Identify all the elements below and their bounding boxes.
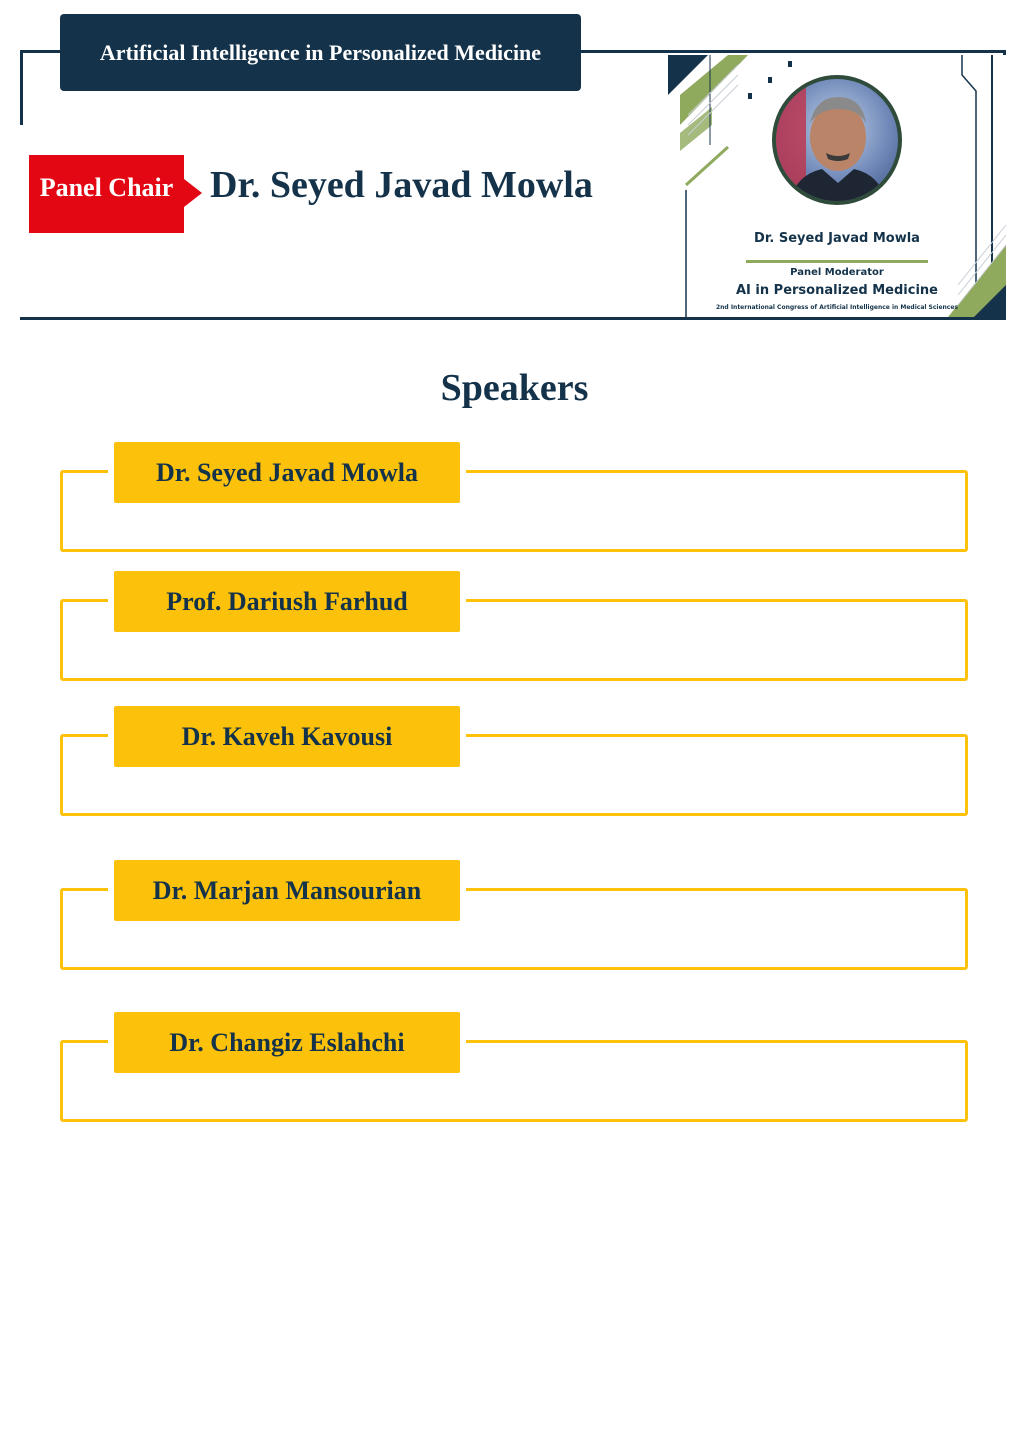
frame-top-left-line <box>20 50 60 53</box>
card-congress: 2nd International Congress of Artificial Intelligence in Medical Sciences <box>715 304 958 311</box>
card-role: Panel Moderator <box>790 267 884 278</box>
speaker-name: Prof. Dariush Farhud <box>114 571 460 632</box>
speaker-name: Dr. Marjan Mansourian <box>114 860 460 921</box>
card-name: Dr. Seyed Javad Mowla <box>754 231 920 246</box>
speaker-name: Dr. Kaveh Kavousi <box>114 706 460 767</box>
speakers-heading: Speakers <box>440 367 589 409</box>
panel-chair-badge <box>29 155 184 233</box>
panel-title-banner <box>60 14 581 91</box>
panel-chair-label: Panel Chair <box>39 173 174 202</box>
panel-chair-name: Dr. Seyed Javad Mowla <box>210 164 593 206</box>
frame-top-right-line <box>580 50 1006 53</box>
panel-chair-arrow-icon <box>184 179 202 207</box>
moderator-card <box>668 55 1006 317</box>
card-topic: AI in Personalized Medicine <box>736 283 938 298</box>
frame-left-top-line <box>20 50 23 125</box>
panel-title: Artificial Intelligence in Personalized Medicine <box>99 39 542 65</box>
card-divider <box>746 260 928 263</box>
frame-bottom-line <box>20 317 1006 320</box>
moderator-photo <box>772 75 902 205</box>
speaker-name: Dr. Seyed Javad Mowla <box>114 442 460 503</box>
speaker-name: Dr. Changiz Eslahchi <box>114 1012 460 1073</box>
